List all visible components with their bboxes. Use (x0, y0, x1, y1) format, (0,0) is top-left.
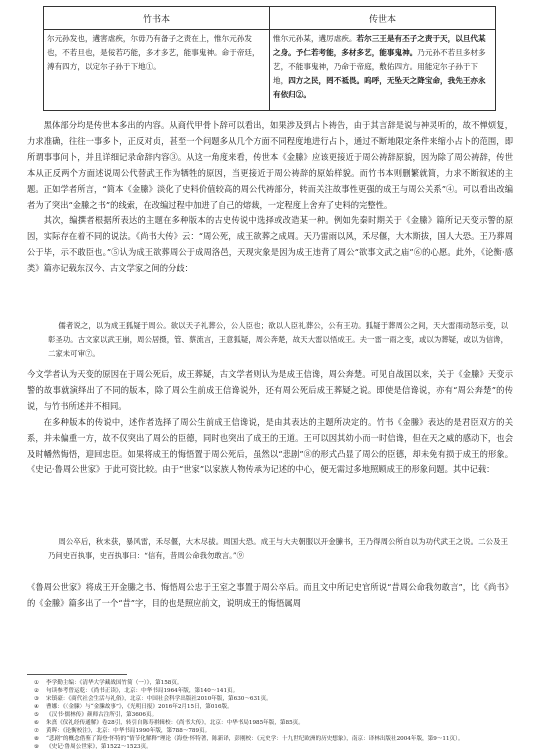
quote-2: 周公卒后，秋未获，暴风雷，禾尽偃，大木尽拔。周国大恐。成王与大夫朝服以开金縢书，王乃得周公所自以为功代武王之说。二公及王乃问史百执事，史百执事曰：“信有，昔周公命我勿敢言。”⑨ (48, 537, 508, 561)
footnote-number: ② (34, 688, 40, 695)
received-text-plain: 惟尔元孙某，遘厉虐疾。 (273, 34, 357, 43)
footnote-number: ③ (34, 696, 40, 703)
paragraph-3: 今文学者认为天变的原因在于周公死后，成王葬疑，古文学者则认为是成王信谗，周公奔楚。可见自战国以来，关于《金縢》天变示警的故事就演绎出了不同的版本，除了周公生前成王信谗说外，还有周公死后成王葬疑之说。即使是信谗说，亦有“周公奔楚”的传说，与竹书所述并不相同。 (27, 369, 513, 411)
footnote (34, 687, 514, 695)
footnote-number: ④ (34, 704, 40, 711)
footnote (34, 719, 514, 727)
footnote-number: ① (34, 680, 40, 686)
footnote-text: 句读参考曾运乾：《尚书正读》，北京：中华书局1964年版，第140～141页。 (46, 688, 239, 695)
paragraph-1: 黑体部分均是传世本多出的内容。从商代甲骨卜辞可以看出，如果涉及到占卜祷告，由于其言辞是说与神灵听的，故不惮烦复，力求准确，往往一事多卜，正反对贞，甚至一个问题多从几个方面不同程度地进行占卜，通过不断地限定条件来缩小占卜的范围，即所谓事事问卜，并且详细记录命辞内容③。从这一角度来看，传世本《金縢》应该更接近于周公祷辞原貌，因为除了周公祷辞，传世本从正反两个方面述说周公代替武王作为牺牲的原因，当更接近于周公祷辞的原始样貌。而竹书本则删繁就简，力求不断叙述的主题。正如学者所言，“简本《金縢》淡化了史料价值较高的周公代祷部分，转而关注故事性更强的成王与周公关系”④。可以看出改编者为了突出“金縢之书”的线索，在改编过程中加进了自己的熔裁，一定程度上舍弃了史料的完整性。 (27, 120, 513, 210)
paragraph-4: 在多种版本的传说中，述作者选择了周公生前成王信谗说，是由其表达的主题所决定的。竹书《金縢》表达的是君臣双方的关系，并未偏重一方，故不仅突出了周公的臣德，同时也突出了成王的王道。王可以因其幼小而一时信谗，但在天之威的感动下，也会及时幡然悔悟，迎回忠臣。如果将成王的悔悟置于周公死后，虽然以“悲剧”⑧的形式凸显了周公的臣德，却未免有损于成王的形象。《史记·鲁周公世家》于此可资比较。由于“世家”以家族人物传承为记述的中心，便无需过多地照顾成王的形象问题。其中记载： (27, 416, 513, 475)
footnote-divider (27, 674, 127, 675)
footnote-number: ⑦ (34, 728, 40, 735)
footnote-text: 宋镇豪：《商代社会生活与礼俗》，北京：中国社会科学出版社2010年版，第630～631页。 (46, 696, 272, 703)
footnote-text: 李学勤主编：《清华大学藏战国竹简（一）》，第158页。 (46, 680, 183, 686)
footnote (34, 703, 514, 711)
footnote (34, 711, 514, 719)
body-section-3 (27, 580, 513, 612)
footnote-text: 曹娜：《〈金縢〉与“金縢故事”》，《光明日报》2016年2月15日，第016版。 (46, 704, 233, 711)
footnote (34, 727, 514, 735)
footnote (34, 743, 514, 751)
footnote (34, 679, 514, 687)
footnote (34, 735, 514, 743)
bamboo-text-cell: 尔元孙发也，遘害虐疾，尔毋乃有备子之责在上，惟尔元孙发也，不若旦也，是佞若巧能，多才多艺，能事鬼神。命于帝廷，溥有四方，以定尔子孙于下地①。 (44, 30, 270, 111)
body-section-1 (27, 118, 513, 277)
header-received-version: 传世本 (270, 7, 496, 30)
block-quote-lunheng (48, 319, 508, 362)
body-section-2 (27, 367, 513, 478)
footnotes (34, 679, 514, 751)
header-bamboo-version: 竹书本 (44, 7, 270, 30)
footnote-number: ⑧ (34, 736, 40, 743)
received-text-cell (270, 30, 496, 111)
footnote-text: 朱熹《仪礼经传通解》卷28引，转引自陈寿祺辑校：《尚书大传》，北京：中华书局1985年版，第85页。 (46, 720, 304, 727)
footnote-text: 《汉书·儒林传》颜师古注所引，第3606页。 (46, 712, 158, 719)
received-text-plain: 乃元孙不若旦多材多艺，不能事鬼神，乃命于帝庭，敷佑四方。用能定尔子孙于下地， (273, 48, 486, 85)
comparison-table (43, 6, 496, 111)
footnote (34, 695, 514, 703)
footnote-text: “悲剧”的概念借鉴了海登·怀特的“情节化解释”理论（海登·怀特著，陈新译，彭刚校：《元史学：十九世纪欧洲的历史想象》，南京：译林出版社2004年版，第9～11页）。 (46, 736, 464, 743)
received-text-bold: 若尔三王是有丕子之责于天，以旦代某之身。予仁若考能，多材多艺，能事鬼神。 (273, 34, 486, 57)
footnote-number: ⑤ (34, 712, 40, 719)
received-text-bold: 四方之民，罔不祗畏。呜呼，无坠天之降宝命，我先王亦永有依归②。 (273, 76, 486, 99)
footnote-number: ⑨ (34, 744, 40, 751)
block-quote-shiji (48, 535, 508, 563)
quote-1: 儒者说之，以为成王狐疑于周公。欲以天子礼葬公，公人臣也；欲以人臣礼葬公，公有王功。狐疑于葬周公之间，天大雷雨动怒示变，以彰圣功。古文家以武王崩，周公居摄，管、蔡流言，王意狐疑，周公奔楚，故天大雷以悟成王。夫一雷一雨之变，或以为葬疑，或以为信谗，二家未可审⑦。 (48, 321, 508, 359)
paragraph-2: 其次，编撰者根据所表达的主题在多种版本的古史传说中选择或改造某一种。例如先秦时期关于《金縢》篇所记天变示警的原因，实际存在着不同的说法。《尚书大传》云：“周公死，成王欲葬之成周。天乃雷雨以风，禾尽偃，大木斯拔，国人大恐。王乃葬周公于毕，示不敢臣也。”⑤认为成王欲葬周公于成周洛邑，天现灾象是因为成王违背了周公“欲事文武之庙”⑥的心愿。此外，《论衡·感类》篇亦记载东汉今、古文学家之间的分歧： (27, 215, 513, 274)
footnote-number: ⑥ (34, 720, 40, 727)
footnote-text: 黄晖：《论衡校注》，北京：中华书局1990年版，第788～789页。 (46, 728, 211, 735)
footnote-text: 《史记·鲁周公世家》，第1522～1523页。 (46, 744, 152, 751)
paragraph-5: 《鲁周公世家》将成王开金縢之书、悔悟周公忠于王室之事置于周公卒后。而且文中所记史官所说“昔周公命我勿敢言”，比《尚书》的《金縢》篇多出了一个“昔”字，目的也是照应前文，说明成王的悔悟属周 (27, 582, 513, 608)
